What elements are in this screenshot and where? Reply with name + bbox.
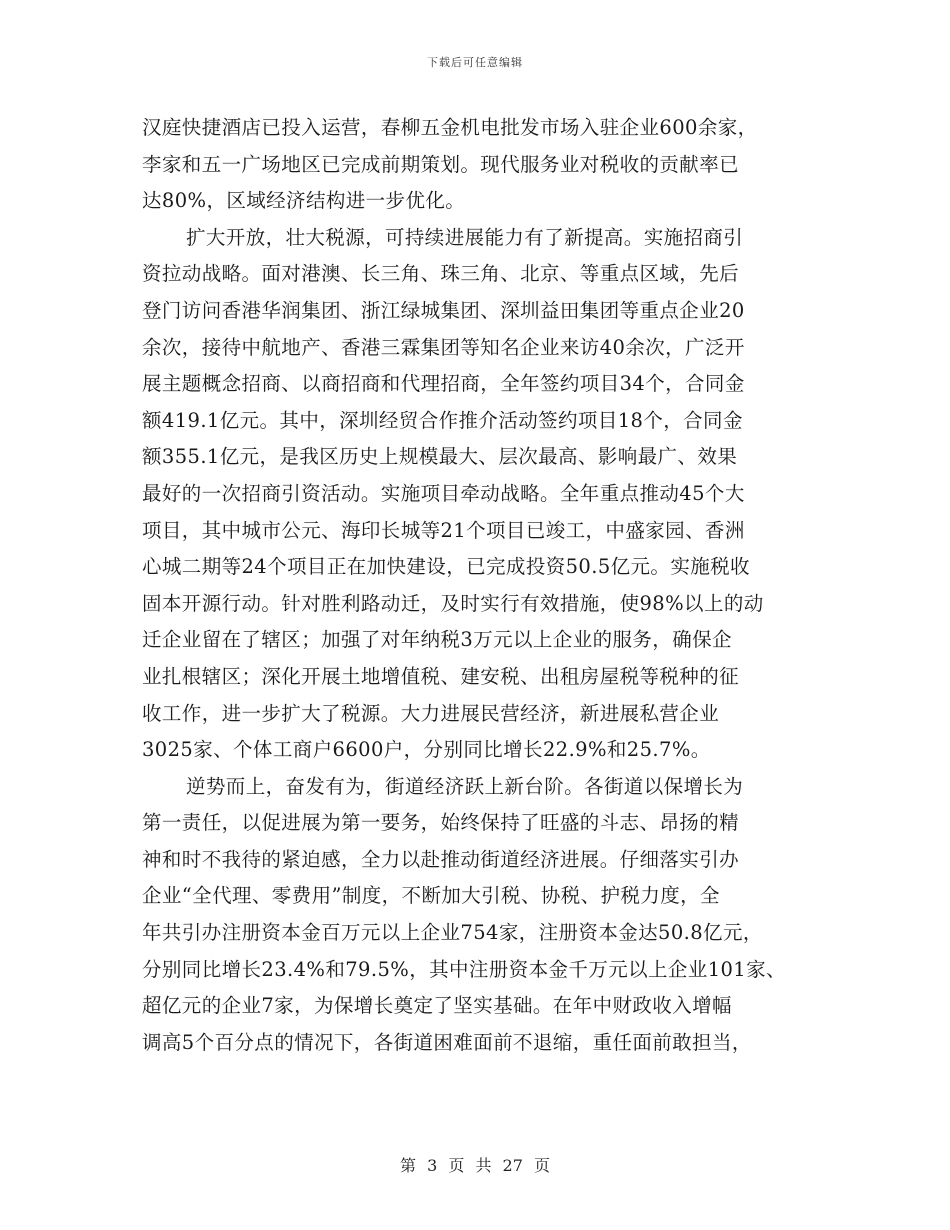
- text-line: 年共引办注册资本金百万元以上企业754家，注册资本金达50.8亿元，: [142, 921, 763, 945]
- text-line: 项目，其中城市公元、海印长城等21个项目已竣工，中盛家园、香洲: [142, 518, 745, 542]
- text-line: 分别同比增长23.4%和79.5%，其中注册资本金千万元以上企业101家、: [142, 957, 786, 981]
- text-line: 超亿元的企业7家，为保增长奠定了坚实基础。在年中财政收入增幅: [142, 994, 732, 1018]
- text-line: 迁企业留在了辖区；加强了对年纳税3万元以上企业的服务，确保企: [142, 628, 732, 652]
- text-line: 登门访问香港华润集团、浙江绿城集团、深圳益田集团等重点企业20: [142, 298, 745, 322]
- text-line: 汉庭快捷酒店已投入运营，春柳五金机电批发市场入驻企业600余家，: [142, 116, 758, 139]
- text-line: 额355.1亿元，是我区历史上规模最大、层次最高、影响最广、效果: [142, 445, 738, 469]
- paragraph: [142, 769, 812, 1062]
- page-footer: 第 3 页 共 27 页: [400, 1156, 550, 1175]
- paragraph: [142, 110, 812, 220]
- text-line: 资拉动战略。面对港澳、长三角、珠三角、北京、等重点区域，先后: [142, 262, 740, 286]
- text-line: 固本开源行动。针对胜利路动迁，及时实行有效措施，使98%以上的动: [142, 591, 764, 615]
- text-line: 第一责任，以促进展为第一要务，始终保持了旺盛的斗志、昂扬的精: [142, 811, 740, 835]
- text-line: 余次，接待中航地产、香港三霖集团等知名企业来访40余次，广泛开: [142, 335, 745, 359]
- page-header: 下载后可任意编辑: [427, 56, 523, 69]
- text-line: 扩大开放，壮大税源，可持续进展能力有了新提高。实施招商引: [186, 225, 744, 249]
- text-line: 调高5个百分点的情况下，各街道困难面前不退缩，重任面前敢担当，: [142, 1030, 752, 1054]
- text-line: 收工作，进一步扩大了税源。大力进展民营经济，新进展私营企业: [142, 701, 720, 725]
- text-line: 额419.1亿元。其中，深圳经贸合作推介活动签约项目18个，合同金: [142, 408, 743, 432]
- paragraph: [142, 220, 812, 769]
- text-line: 心城二期等24个项目正在加快建设，已完成投资50.5亿元。实施税收: [142, 555, 750, 579]
- text-line: 神和时不我待的紧迫感，全力以赴推动街道经济进展。仔细落实引办: [142, 847, 740, 871]
- text-line: 展主题概念招商、以商招商和代理招商，全年签约项目34个，合同金: [142, 372, 745, 396]
- document-body: [142, 110, 812, 1061]
- text-line: 李家和五一广场地区已完成前期策划。现代服务业对税收的贡献率已: [142, 152, 740, 176]
- text-line: 企业“全代理、零费用”制度，不断加大引税、协税、护税力度，全: [142, 884, 720, 908]
- text-line: 逆势而上，奋发有为，街道经济跃上新台阶。各街道以保增长为: [186, 774, 744, 798]
- text-line: 达80%，区域经济结构进一步优化。: [142, 189, 466, 213]
- text-line: 3025家、个体工商户6600户，分别同比增长22.9%和25.7%。: [142, 738, 711, 762]
- text-line: 业扎根辖区；深化开展土地增值税、建安税、出租房屋税等税种的征: [142, 664, 740, 688]
- text-line: 最好的一次招商引资活动。实施项目牵动战略。全年重点推动45个大: [142, 481, 745, 505]
